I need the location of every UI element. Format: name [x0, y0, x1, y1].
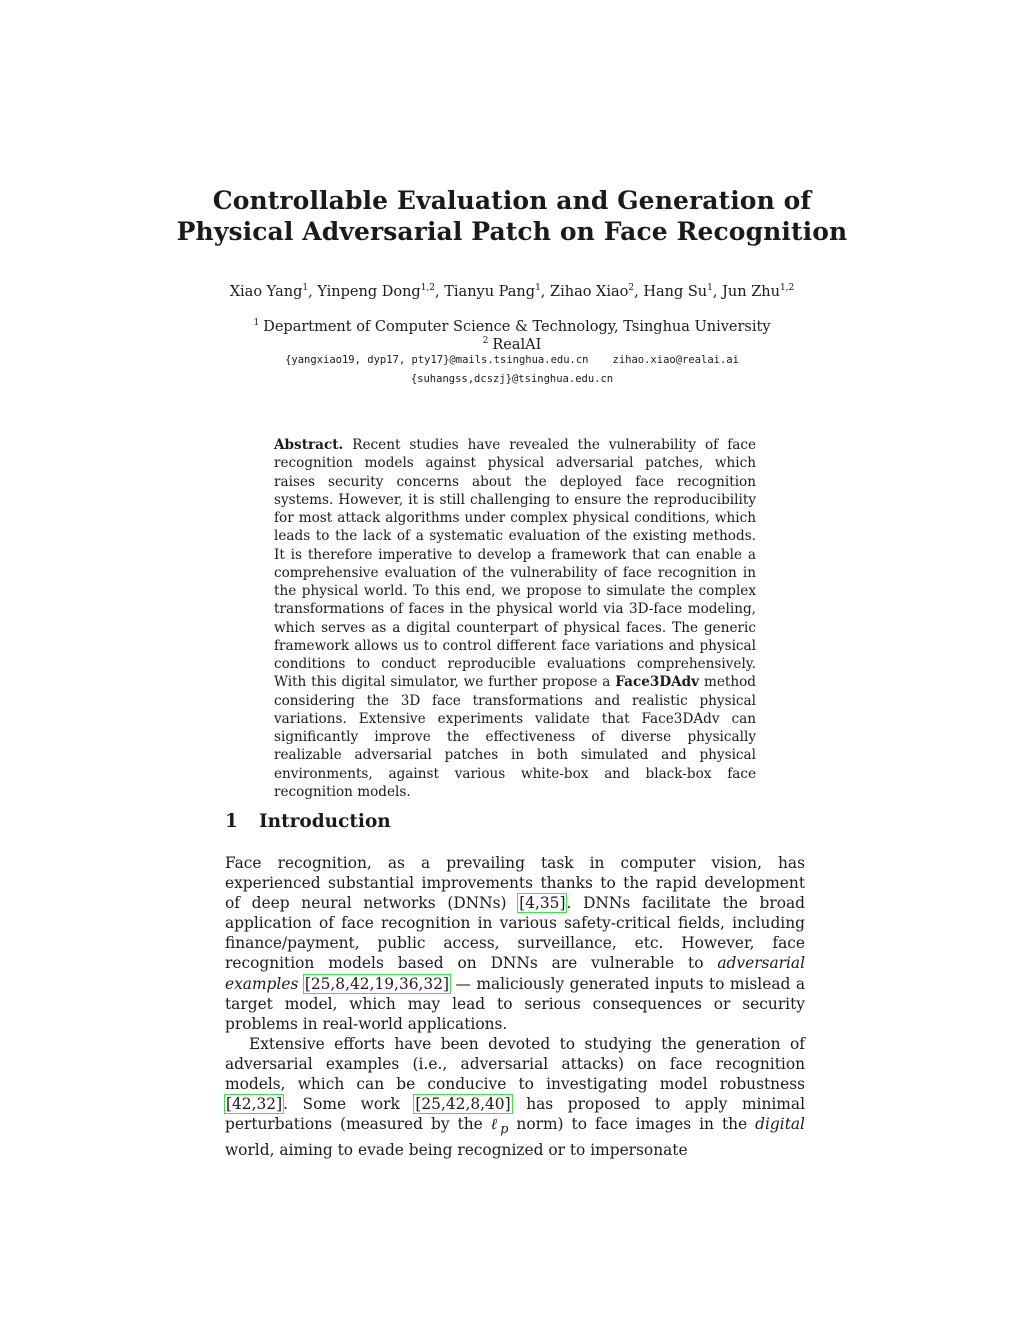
affiliation-2: $^2$ RealAI: [482, 336, 542, 353]
email-line-1: [0, 353, 1024, 367]
section-heading-introduction: 1 Introduction: [225, 811, 391, 832]
email-tsinghua-students: {yangxiao19, dyp17, pty17}@mails.tsinghua.edu.cn: [285, 354, 589, 366]
citation-link[interactable]: [25,8,42,19,36,32]: [304, 974, 450, 993]
abstract: Abstract. Recent studies have revealed the vulnerability of face recognition models against physical adversarial patches, which raises security concerns about the deployed face recognition systems. However, it is still challenging to ensure the reproducibility for most attack algorithms under complex physical conditions, which leads to the lack of a systematic evaluation of the existing methods. It is therefore imperative to develop a framework that can enable a comprehensive evaluation of the vulnerability of face recognition in the physical world. To this end, we propose to simulate the complex transformations of faces in the physical world via 3D-face modeling, which serves as a digital counterpart of physical faces. The generic framework allows us to control different face variations and physical conditions to conduct reproducible evaluations comprehensively. With this digital simulator, we further propose a Face3DAdv method considering the 3D face transformations and realistic physical variations. Extensive experiments validate that Face3DAdv can significantly improve the effectiveness of diverse physically realizable adversarial patches in both simulated and physical environments, against various white-box and black-box face recognition models.: [274, 437, 756, 800]
method-name: Face3DAdv: [615, 674, 700, 691]
introduction-body: [225, 853, 805, 1160]
citation-link[interactable]: [25,42,8,40]: [415, 1095, 511, 1114]
abstract-label: Abstract.: [274, 437, 344, 453]
paragraph: Face recognition, as a prevailing task in computer vision, has experienced substantial improvements thanks to the rapid development of deep neural networks (DNNs) [4,35]. DNNs facilitate the broad application of face recognition in various safety-critical fields, including finance/payment, public access, surveillance, etc. However, face recognition models based on DNNs are vulnerable to adversarial examples [25,8,42,19,36,32] — maliciously generated inputs to mislead a target model, which may lead to serious consequences or security problems in real-world applications.: [225, 854, 805, 1033]
citation-link[interactable]: [42,32]: [226, 1095, 283, 1114]
author: Zihao Xiao$^2$,: [550, 283, 644, 300]
email-realai: zihao.xiao@realai.ai: [612, 354, 739, 366]
author: Hang Su$^1$,: [643, 283, 723, 300]
paragraph: Extensive efforts have been devoted to studying the generation of adversarial examples (i.e., adversarial attacks) on face recognition models, which can be conducive to investigating model robustness [42,32]. Some work [25,42,8,40] has proposed to apply minimal perturbations (measured by the ℓ$_p$ norm) to face images in the digital world, aiming to evade being recognized or to impersonate: [225, 1034, 805, 1160]
email-line-2: {suhangss,dcszj}@tsinghua.edu.cn: [410, 373, 614, 385]
author: Tianyu Pang$^1$,: [444, 283, 551, 300]
paper-title-line-1: Controllable Evaluation and Generation of: [212, 186, 812, 215]
author: Xiao Yang$^1$,: [229, 283, 318, 300]
affiliation-1: $^1$ Department of Computer Science & Technology, Tsinghua University: [253, 318, 771, 335]
citation-link[interactable]: [4,35]: [519, 894, 566, 913]
author-list: [0, 283, 1024, 301]
author: Yinpeng Dong$^{1,2}$,: [317, 283, 445, 300]
paper-title-line-2: Physical Adversarial Patch on Face Recognition: [176, 217, 848, 246]
author: Jun Zhu$^{1,2}$: [722, 283, 795, 300]
